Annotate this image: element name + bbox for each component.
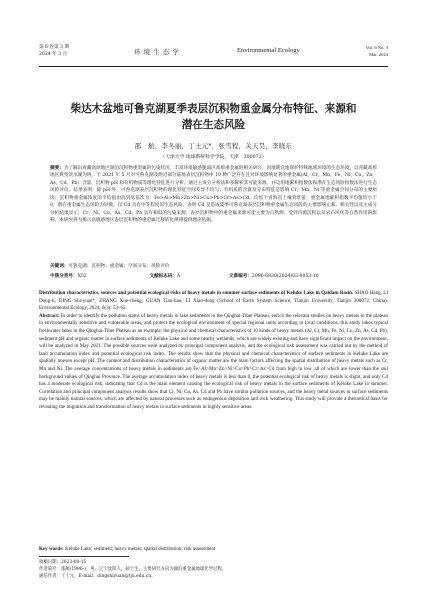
corresponding-label: 通信作者：: [39, 574, 61, 579]
author-bio-label: 作者简介：: [39, 567, 61, 572]
doc-code-field: [149, 273, 227, 279]
header-rule: [39, 66, 388, 67]
volume-issue-en: Vol. 6 No. 3: [365, 45, 388, 50]
received-label: 收稿日期：: [39, 560, 61, 565]
title-line-2: 潜在生态风险: [181, 119, 246, 131]
article-no-value: 2096-6830(2024)03-0053-10: [251, 274, 319, 279]
article-no-field: [229, 273, 319, 279]
corresponding-author: 丁士元，E-mail：dingshiyuan@tju.edu.cn。: [60, 574, 156, 579]
header-right: [366, 44, 388, 58]
english-abstract-block: [39, 290, 388, 412]
doc-code-value: A: [177, 274, 181, 279]
keywords-en-text: Keluke Lake; sediment; heavy metals; spatial distribution; risk assessment: [63, 546, 216, 552]
abstract-cn-label: 摘要：: [50, 166, 64, 171]
classification-row: [50, 273, 377, 279]
date-en: Mar. 2024: [369, 52, 388, 57]
english-citation: SHAO Hang, LI Dong-li, DING Shi-yuan*, ZHANG Xue-cheng, GUAN Tian-hao, LI Xiao-dong (School of Earth System Science, Tianjin University, Tianjin 300072, China). Environmental Ecology, 2024, 6(3): 53–62.: [39, 290, 388, 312]
clc-field: [50, 273, 148, 279]
author-bio: 邵航(1996-)，男，辽宁沈阳人，硕士生，主要研究方向为湖泊重金属地球化学过程。: [60, 567, 227, 572]
abstract-cn-text: 为了解识青藏高原地区湖泊沉积物重金属的污染状况，丰富环境敏感脆弱区高原重金属的相关研究，因地制宜地保护特殊地域环境的生态环境，以青藏高原地区典型淡水湖为例，于 2021 年 5 月对可鲁克湖及附近部分陆地表层沉积物中 10 种广泛存在且对环境影响显著的重金属(Al，Cr，Mn，Fe，Ni，Cu，Zn，As，Cd，Pb）含量、沉积物 pH 和有机物质等理化特征进行分析。通过主成分分析法和多解析其可能来源，并运用地累积指数法和潜在生态风险指数法进行生态风险评价。结果表明：除 pH 外，可鲁克湖表层沉积物的理化特征空间差异不均匀；有机质的含量及分布特征是影响 Cr，Mn，Ni 等重金属空间分布的主要原因；沉积物重金属浓度的平均值由高到低依次为：Fe>Al>Mn>Zn>Ni>Cu>Pb>Cr>As>Cd，均低于青海省土壤背景值；重金属地累积指数平均值均小于 0，潜在重金属生态风险为轻微，仅 Cd 具有中等程度的生态风险，表明 Cd 是造成夏季可鲁克湖表层沉积物重金属生态风险的主要影响元素。相关性以及主成分分析结果显示，Cr，Ni，Cu，As，Cd，Pb 具有相似的污染来源，表层沉积物中的重金属来源可能主要为自然源，受到内源沉积以及岩石风化等自然作用的影响。本研究将为揭示高敏感地区表层沉积物的重金属迁移转化规律提供理论依据。: [50, 166, 377, 224]
clc-value: X52: [77, 274, 87, 279]
keywords-en-label: Key words:: [39, 546, 64, 552]
keywords-cn-label: 关键词：: [50, 264, 69, 269]
article-title: [39, 101, 388, 133]
received-line: [39, 559, 388, 566]
english-title-citation: [39, 290, 388, 313]
keywords-en: [39, 546, 388, 552]
journal-name-cn: 环 境 生 态 学: [134, 48, 180, 56]
journal-name-en: Environmental Ecology: [237, 47, 300, 54]
header-left: [39, 44, 69, 58]
english-abstract: [39, 313, 388, 412]
author-bio-line: [39, 566, 388, 573]
english-abstract-label: Abstract:: [39, 312, 60, 319]
affiliation: （天津大学 地球系统科学学院，天津 300072）: [160, 155, 267, 160]
date-cn: 2024 年 3 月: [39, 52, 68, 57]
author-list: 邵 航，李冬丽，丁士元*，张雪程，关天昊，李晓东: [134, 142, 293, 150]
clc-label: 中图分类号：: [50, 274, 78, 279]
doc-code-label: 文献标志码：: [149, 274, 178, 279]
footnote: [39, 559, 388, 580]
title-line-1: 柴达木盆地可鲁克湖夏季表层沉积物重金属分布特征、来源和: [70, 103, 357, 115]
footnote-rule: [39, 556, 129, 557]
article-no-label: 文章编号：: [228, 274, 252, 279]
volume-issue-cn: 第 6 卷第 3 期: [39, 45, 70, 50]
running-header: [39, 44, 388, 66]
abstract-cn: [50, 165, 377, 225]
corresponding-line: [39, 573, 388, 580]
english-title: Distribution characteristics, sources and potential ecological risks of heavy metals in summer surface sediments of Keluke Lake in Qaidam Basin.: [39, 290, 354, 296]
received-date: 2023-08-15: [60, 560, 87, 565]
english-abstract-text: In order to identify the pollution status of heavy metals in lake sediments in the Qinghai-Tibet Plateau, enrich the relevant studies on heavy metals in the plateau in environmentally sensitive and vulnerable areas, and protect the ecological environment of special regional units according to local conditions, this study takes typical freshwater lakes in the Qinghai-Tibet Plateau as an example, the physical and chemical characteristics of 10 kinds of heavy metals (Al, Cr, Mn, Fe, Ni, Cu, Zn, As, Cd, Pb), sediment pH and organic matter in surface sediments of Keluke Lake and some nearby wetlands, which are widely existing and have significant impact on the environment, will be analyzed in May 2021. The possible sources were analyzed by principal component analysis, and the ecological risk assessment was carried out by the method of land accumulation index and potential ecological risk index. The results show that the physical and chemical characteristics of surface sediments in Keluke Lake are spatially uneven except pH. The content and distribution characteristics of organic matter are the main factors affecting the spatial distribution of heavy metals such as Cr, Mn and Ni. The average concentrations of heavy metals in sediments are Fe>Al>Mn>Zn>Ni>Cu>Pb>Cr>As>Cd from high to low, all of which are lower than the soil background values of Qinghai Province. The average accumulation index of heavy metals is less than 0, the potential ecological risk of heavy metals is slight, and only Cd has a moderate ecological risk, indicating that Cd is the main element causing the ecological risk of heavy metals in the surface sediments of Keluke Lake in summer. Correlation and principal component analysis results show that Cr, Ni, Cu, As, Cd and Pb have similar pollution sources, and the heavy metal sources in surface sediments may be mainly natural sources, which are affected by natural processes such as endogenous deposition and rock weathering. This study will provide a theoretical basis for revealing the migration and transformation of heavy metals in surface sediments in highly sensitive areas.: [39, 312, 388, 410]
keywords-cn-text: 可鲁克湖；沉积物；重金属；空间分布；风险评价: [68, 264, 170, 269]
keywords-cn: [50, 263, 377, 269]
